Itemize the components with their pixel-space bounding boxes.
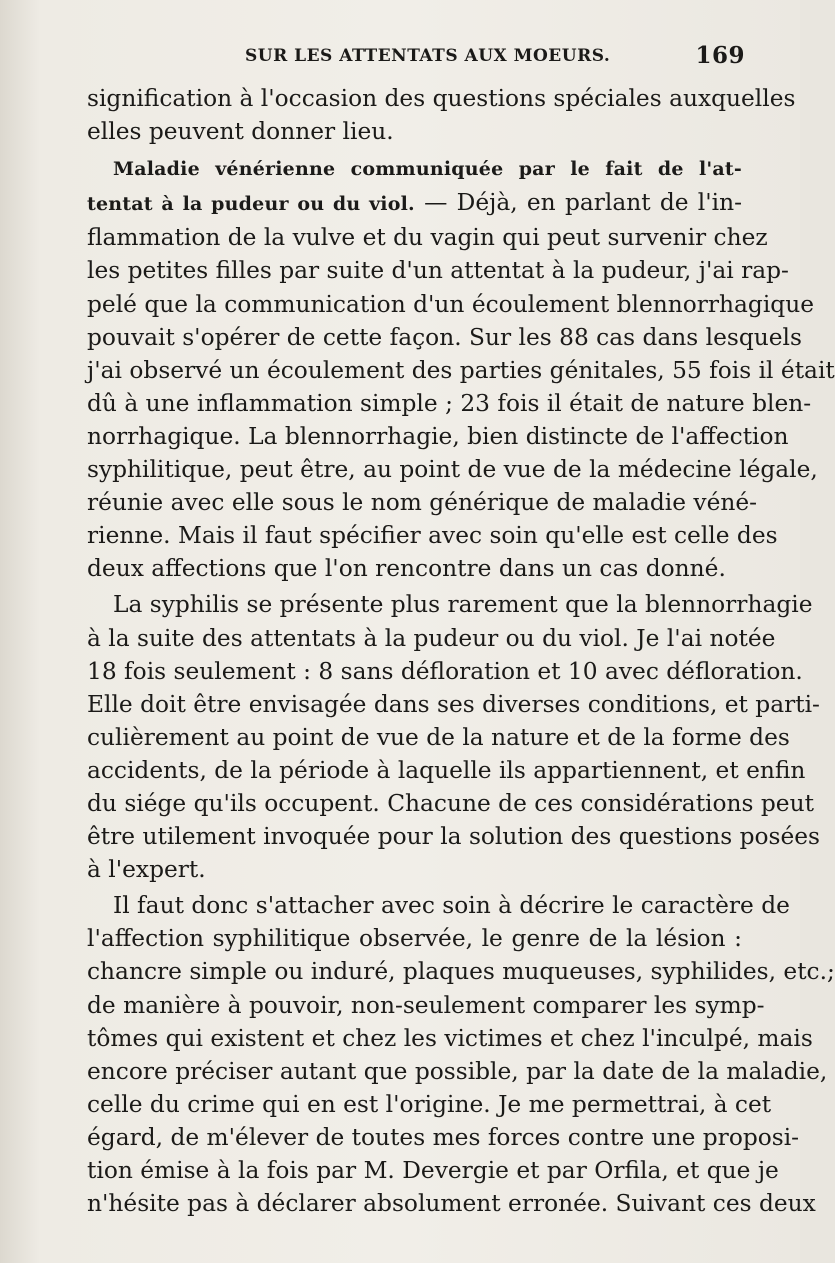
text-line: n'hésite pas à déclarer absolument erronée. Suivant ces deux (87, 1190, 816, 1218)
text-line: deux affections que l'on rencontre dans un cas donné. (87, 555, 726, 583)
section-heading-part-2: tentat à la pudeur ou du viol. (87, 193, 415, 216)
running-head: SUR LES ATTENTATS AUX MOEURS. (245, 46, 611, 66)
paragraph-1 (87, 82, 796, 148)
section-heading-part-1: Maladie vénérienne communiquée par le fait de l'at- (113, 158, 742, 181)
text-line: j'ai observé un écoulement des parties génitales, 55 fois il était (87, 356, 835, 384)
text-line: signification à l'occasion des questions spéciales auxquelles (87, 85, 796, 112)
paragraph-2 (87, 151, 835, 585)
text-line: culièrement au point de vue de la nature et de la forme des (87, 723, 790, 751)
text-line (87, 151, 742, 186)
text-line: les petites filles par suite d'un attentat à la pudeur, j'ai rap- (87, 257, 789, 285)
text-line: être utilement invoquée pour la solution des questions posées (87, 823, 820, 851)
paragraph-3 (87, 588, 820, 886)
text-line: réunie avec elle sous le nom générique de maladie véné- (87, 489, 758, 517)
text-line (87, 186, 742, 221)
text-line: Elle doit être envisagée dans ses diverses conditions, et parti- (87, 690, 820, 718)
page-header (90, 40, 745, 74)
heading-tail-text: — Déjà, en parlant de l'in- (414, 189, 742, 217)
text-line: 18 fois seulement : 8 sans défloration et 10 avec défloration. (87, 657, 803, 685)
text-line: rienne. Mais il faut spécifier avec soin qu'elle est celle des (87, 522, 778, 550)
text-line: dû à une inflammation simple ; 23 fois il était de nature blen- (87, 389, 812, 417)
page-number: 169 (695, 42, 745, 69)
text-line: La syphilis se présente plus rarement que la blennorrhagie (113, 591, 813, 619)
text-line: à la suite des attentats à la pudeur ou du viol. Je l'ai notée (87, 624, 776, 652)
text-line: tômes qui existent et chez les victimes et chez l'inculpé, mais (87, 1024, 813, 1052)
text-line: encore préciser autant que possible, par la date de la maladie, (87, 1057, 828, 1085)
text-line: syphilitique, peut être, au point de vue de la médecine légale, (87, 456, 818, 484)
text-line: elles peuvent donner lieu. (87, 118, 394, 146)
text-line: à l'expert. (87, 856, 206, 884)
text-line: Il faut donc s'attacher avec soin à décrire le caractère de (113, 892, 790, 920)
text-line: pouvait s'opérer de cette façon. Sur les 88 cas dans lesquels (87, 323, 802, 351)
text-line: de manière à pouvoir, non-seulement comparer les symp- (87, 991, 765, 1019)
text-line: norrhagique. La blennorrhagie, bien distincte de l'affection (87, 422, 789, 450)
body-text (87, 82, 835, 1220)
text-line: chancre simple ou induré, plaques muqueuses, syphilides, etc.; (87, 958, 835, 986)
text-line: tion émise à la fois par M. Devergie et par Orfila, et que je (87, 1157, 779, 1184)
text-line: l'affection syphilitique observée, le genre de la lésion : (87, 925, 742, 953)
text-line: flammation de la vulve et du vagin qui peut survenir chez (87, 224, 768, 252)
text-line: égard, de m'élever de toutes mes forces contre une proposi- (87, 1123, 800, 1151)
text-line: celle du crime qui en est l'origine. Je me permettrai, à cet (87, 1090, 772, 1118)
text-line: pelé que la communication d'un écoulement blennorrhagique (87, 290, 815, 318)
text-line: du siége qu'ils occupent. Chacune de ces considérations peut (87, 789, 814, 817)
paragraph-4 (87, 889, 835, 1220)
text-line: accidents, de la période à laquelle ils appartiennent, et enfin (87, 756, 806, 784)
